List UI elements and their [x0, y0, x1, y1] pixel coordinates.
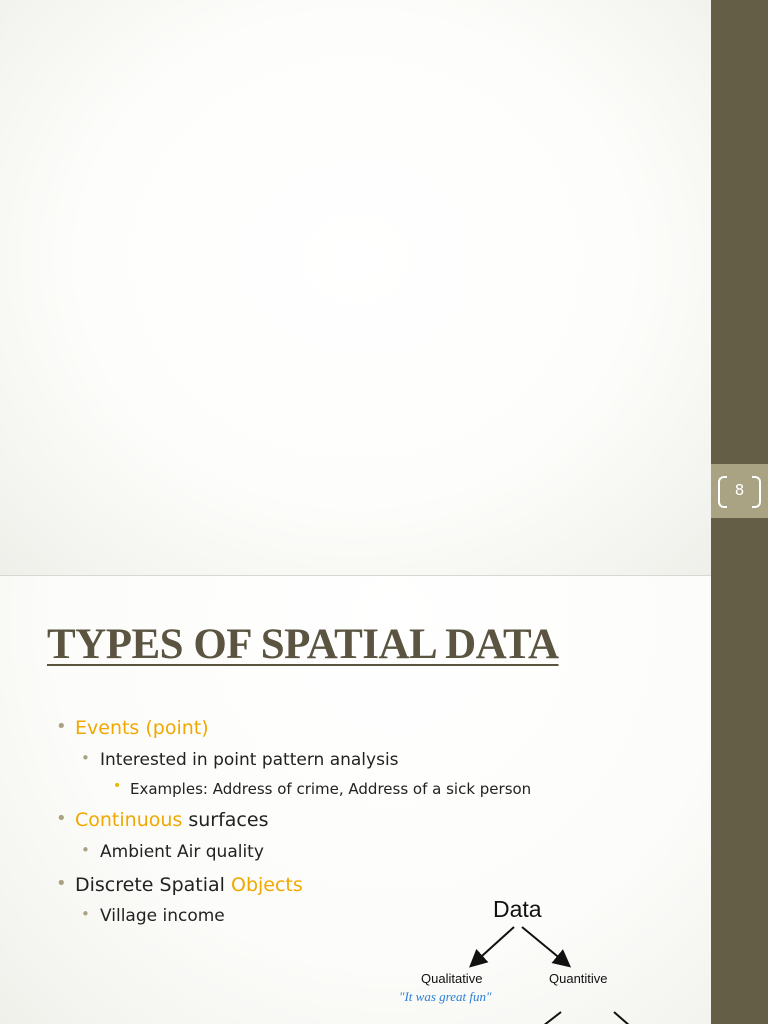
- bullet-dot-icon: •: [56, 716, 67, 737]
- bullet-dot-icon: •: [56, 873, 67, 894]
- page-number-badge: [711, 464, 768, 518]
- arrow-right-icon: [522, 927, 568, 965]
- arrow-lower-left-icon: [543, 1012, 561, 1024]
- diagram-quote: "It was great fun": [399, 989, 492, 1004]
- bullet-examples-text: Examples: Address of crime, Address of a sick person: [130, 780, 532, 798]
- bullet-village-income-text: Village income: [100, 906, 225, 926]
- diagram-root-label: Data: [493, 896, 542, 922]
- bullet-events-text: Events (point): [75, 717, 209, 739]
- bullet-air-quality-text: Ambient Air quality: [100, 842, 264, 862]
- slide-title: TYPES OF SPATIAL DATA: [47, 621, 559, 668]
- diagram-qualitative-label: Qualitative: [421, 971, 483, 986]
- bullet-dot-icon: •: [81, 749, 90, 767]
- bullet-point-pattern-text: Interested in point pattern analysis: [100, 750, 399, 770]
- bullet-discrete-pre: Discrete Spatial: [75, 874, 231, 896]
- diagram-quantitive-label: Quantitive: [549, 971, 608, 986]
- bullet-continuous-rest: surfaces: [182, 809, 269, 831]
- arrow-left-icon: [472, 927, 514, 965]
- bullet-dot-icon: •: [113, 778, 122, 794]
- bullet-continuous-highlight: Continuous: [75, 809, 183, 831]
- bullet-dot-icon: •: [81, 841, 90, 859]
- page-number: 8: [734, 481, 745, 499]
- bullet-dot-icon: •: [56, 808, 67, 829]
- arrow-lower-right-icon: [614, 1012, 630, 1024]
- bullet-discrete-highlight: Objects: [230, 874, 303, 896]
- bullet-dot-icon: •: [81, 905, 90, 923]
